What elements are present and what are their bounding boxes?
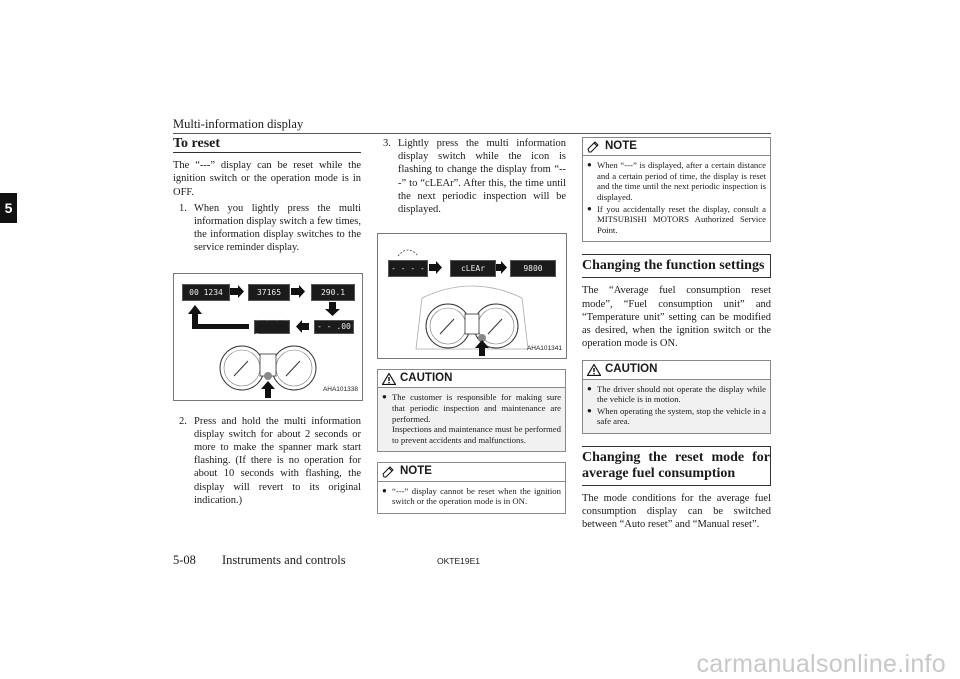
step-number: 2.	[179, 415, 187, 427]
lcd-panel: 9800	[510, 260, 556, 277]
lcd-panel: - - - - -	[255, 315, 289, 338]
header-rule	[173, 133, 771, 134]
section-heading-function-settings: Changing the function settings	[582, 254, 771, 278]
column-3	[582, 137, 771, 535]
note-item	[587, 160, 766, 202]
step-3	[377, 137, 566, 216]
lcd-panel: 00 1234	[182, 284, 230, 301]
lcd-panel: 290.1	[311, 284, 355, 301]
caution-header	[378, 370, 565, 388]
page-number: 5-08	[173, 553, 196, 567]
note-text: “---” display cannot be reset when the ignition switch or the operation mode is in ON.	[392, 485, 561, 507]
step-text: When you lightly press the multi information display switch a few times, the information display switches to the service reminder display.	[194, 202, 361, 254]
step-2	[173, 415, 361, 507]
lcd-panel: 37165	[248, 284, 290, 301]
step-number: 1.	[179, 202, 187, 214]
step-text: Lightly press the multi information display switch while the icon is flashing to change the display from “---” to “cLEAr”. After this, the time until the next periodic inspection will be displayed.	[398, 138, 566, 216]
note-body	[583, 156, 770, 241]
figure-service-reminder-sequence	[173, 273, 363, 401]
step-1	[173, 202, 361, 255]
caution-item	[587, 406, 766, 427]
lcd-panel: - - - -	[388, 260, 428, 277]
running-header: Multi-information display	[173, 117, 304, 131]
caution-text: The customer is responsible for making sure that periodic inspection and maintenance are performed. Inspections and maintenance must be performed to prevent accidents and malfunctions.	[392, 392, 561, 445]
caution-box	[582, 360, 771, 434]
note-box	[582, 137, 771, 242]
step-text: Press and hold the multi information display switch for about 2 seconds or more to make the spanner mark start flashing. (If there is no operation for about 10 seconds with flashing, the display will revert to its original indication.)	[194, 415, 361, 506]
footer-document-code: OKTE19E1	[437, 556, 480, 566]
instrument-cluster-icon	[174, 274, 362, 400]
note-pencil-icon	[382, 466, 396, 478]
chapter-tab: 5	[0, 193, 17, 223]
section-heading-reset-mode: Changing the reset mode for average fuel consumption	[582, 446, 771, 486]
note-item	[587, 204, 766, 236]
bullet-icon: ●	[382, 392, 387, 402]
caution-text: When operating the system, stop the vehicle in a safe area.	[597, 405, 766, 427]
lcd-panel: cLEAr	[450, 260, 496, 277]
note-body	[378, 482, 565, 513]
step-number: 3.	[383, 138, 391, 149]
column-2	[377, 137, 566, 520]
instrument-cluster-icon	[378, 234, 566, 358]
section-heading-to-reset: To reset	[173, 137, 361, 153]
note-pencil-icon	[587, 141, 601, 153]
figure-code: AHA101341	[526, 345, 562, 353]
reset-mode-paragraph: The mode conditions for the average fuel consumption display can be switched between “Auto reset” and “Manual reset”.	[582, 492, 771, 531]
caution-body	[378, 388, 565, 451]
bullet-icon: ●	[587, 405, 592, 415]
function-settings-paragraph: The “Average fuel consumption reset mode”, “Fuel consumption unit” and “Temperature unit” setting can be modified as desired, when the ignition switch or the operation mode is ON.	[582, 285, 771, 350]
note-text: When “---” is displayed, after a certain distance and a certain period of time, the display is reset and the time until the next periodic inspection is displayed.	[597, 160, 766, 202]
note-header	[378, 463, 565, 481]
caution-text: The driver should not operate the display while the vehicle is in motion.	[597, 383, 766, 405]
footer-section-title: Instruments and controls	[222, 553, 346, 567]
caution-box	[377, 369, 566, 452]
caution-body	[583, 380, 770, 433]
figure-clear-sequence	[377, 233, 567, 359]
caution-item	[382, 392, 561, 445]
warning-triangle-icon	[587, 364, 601, 376]
note-item	[382, 486, 561, 507]
watermark: carmanualsonline.info	[696, 650, 946, 678]
figure-code: AHA101338	[322, 386, 358, 394]
note-title: NOTE	[605, 140, 637, 152]
note-header	[583, 138, 770, 156]
caution-title: CAUTION	[605, 363, 658, 376]
intro-paragraph: The “---” display can be reset while the ignition switch or the operation mode is in OFF.	[173, 160, 361, 198]
note-title: NOTE	[400, 465, 432, 478]
lcd-panel: - - .00	[314, 320, 354, 334]
bullet-icon: ●	[382, 485, 387, 495]
caution-header	[583, 361, 770, 379]
bullet-icon: ●	[587, 203, 592, 213]
caution-title: CAUTION	[400, 372, 453, 385]
warning-triangle-icon	[382, 373, 396, 385]
bullet-icon: ●	[587, 160, 592, 170]
note-text: If you accidentally reset the display, consult a MITSUBISHI MOTORS Authorized Service Point.	[597, 203, 766, 235]
note-box	[377, 462, 566, 513]
bullet-icon: ●	[587, 383, 592, 393]
column-1	[173, 137, 361, 510]
caution-item	[587, 384, 766, 405]
